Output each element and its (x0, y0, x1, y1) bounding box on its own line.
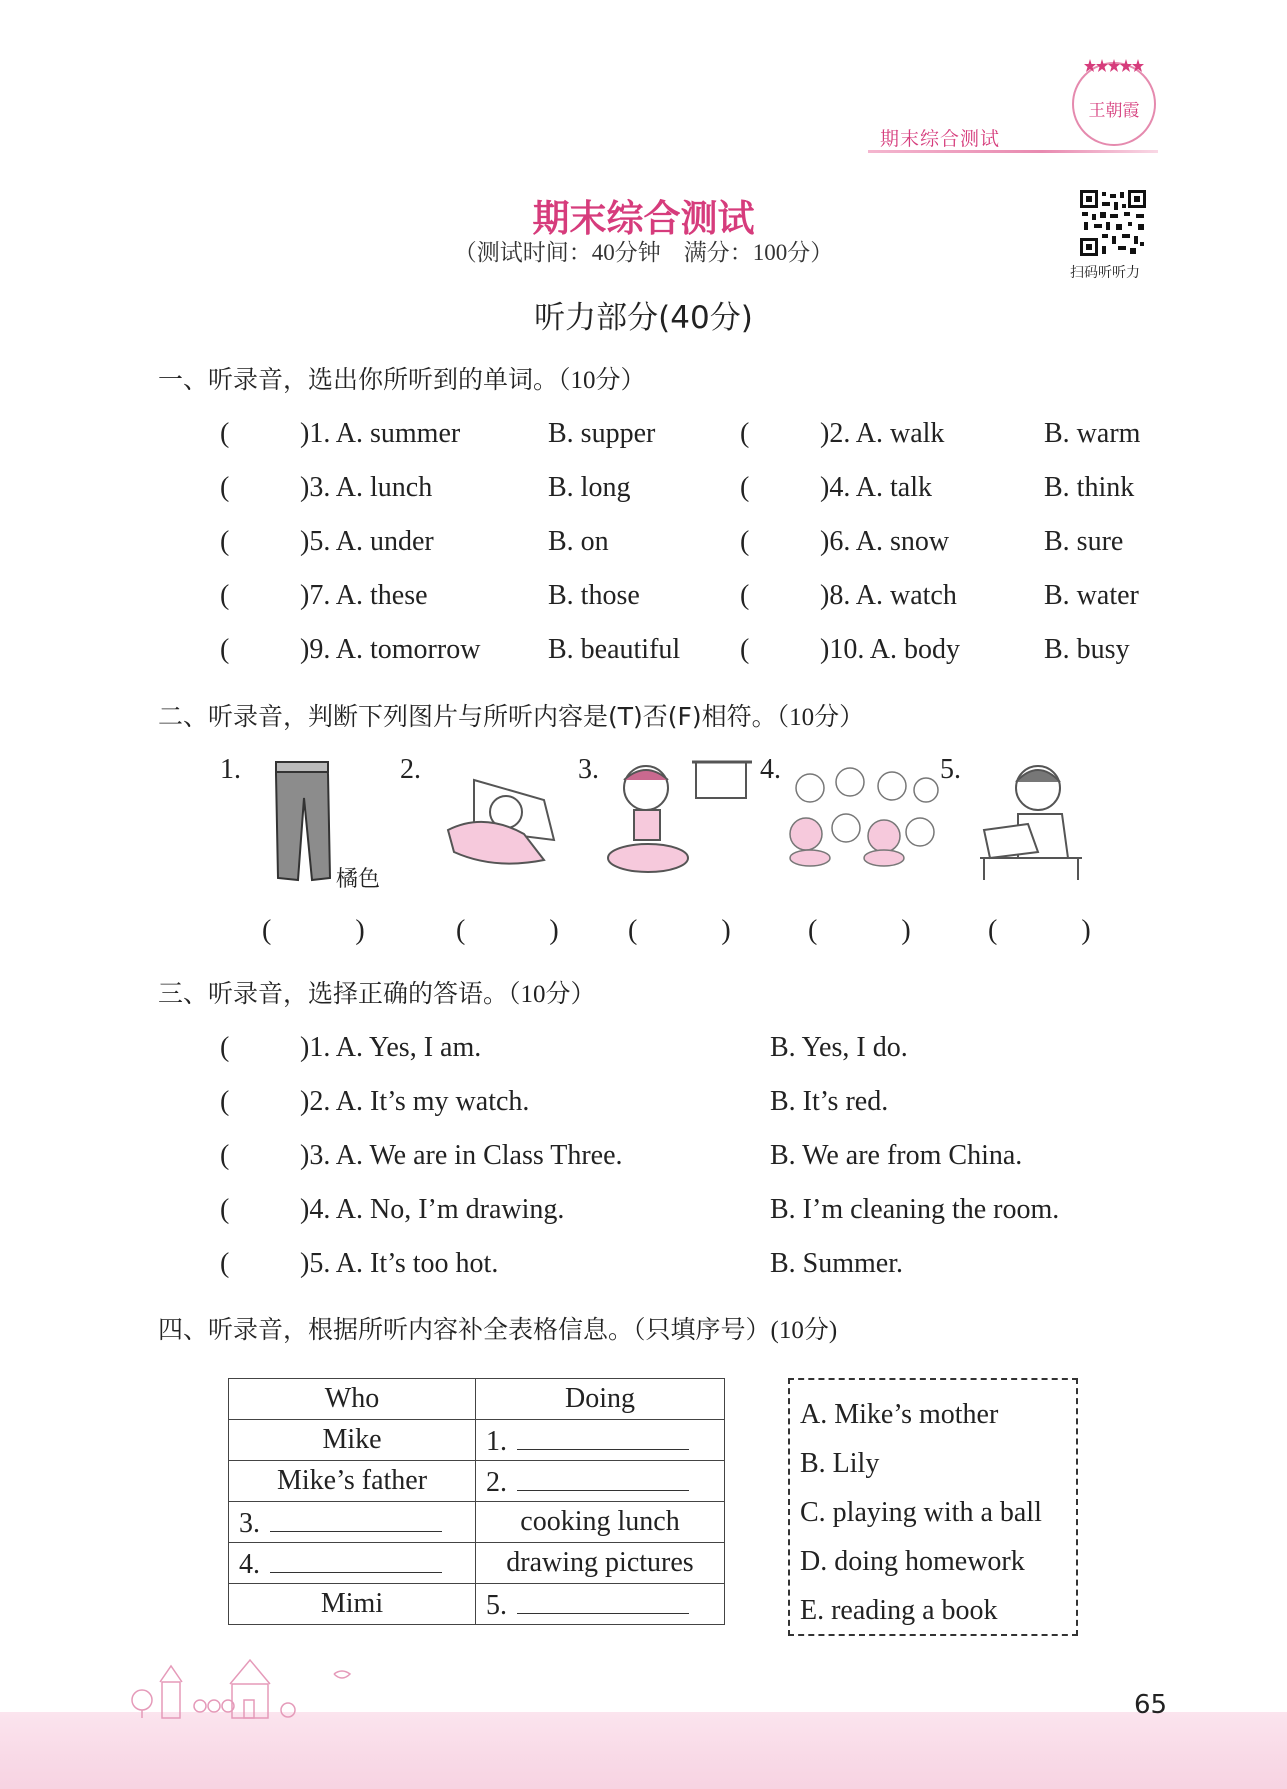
part4-points: （只填序号）(10分) (633, 1317, 838, 1344)
picture-answer-4[interactable]: ( ) (808, 915, 911, 946)
reply-option-b: B. We are from China. (770, 1140, 1023, 1171)
answer-paren[interactable]: ( (220, 1086, 230, 1117)
table-row (229, 1502, 725, 1543)
blank-number: 4. (239, 1548, 260, 1580)
picture-answer-3[interactable]: ( ) (628, 915, 731, 946)
table-header-row (229, 1379, 725, 1420)
answer-paren[interactable]: ( (220, 634, 230, 665)
reply-option-b: B. I’m cleaning the room. (770, 1194, 1060, 1225)
reply-option-a: )5. A. It’s too hot. (300, 1248, 499, 1279)
teddy-bears-picture (780, 758, 940, 868)
part3-heading (158, 974, 596, 1010)
picture1-color-note: 橘色 (336, 866, 381, 891)
blank-number: 1. (486, 1425, 507, 1457)
page-subtitle: （测试时间：40分钟 满分：100分） (453, 240, 834, 265)
word-option-a: )9. A. tomorrow (300, 634, 481, 665)
word-option-a: )5. A. under (300, 526, 434, 557)
word-option-b: B. water (1044, 580, 1139, 611)
table-row (229, 1584, 725, 1625)
table-cell-who: Mike (229, 1420, 476, 1461)
option-e: E. reading a book (800, 1595, 998, 1626)
part1-heading-text: 一、听录音，选出你所听到的单词。 (158, 365, 559, 394)
picture-answer-2[interactable]: ( ) (456, 915, 559, 946)
header-underline (868, 150, 1158, 153)
answer-paren[interactable]: ( (220, 1032, 230, 1063)
reply-option-b: B. Yes, I do. (770, 1032, 908, 1063)
part2-heading-text: 二、听录音，判断下列图片与所听内容是(T)否(F)相符。 (158, 702, 777, 731)
answer-blank[interactable] (270, 1505, 442, 1532)
trousers-picture (268, 758, 338, 888)
table-cell-who: Mike’s father (229, 1461, 476, 1502)
answer-paren[interactable]: ( (220, 1140, 230, 1171)
reply-option-a: )1. A. Yes, I am. (300, 1032, 482, 1063)
word-option-b: B. busy (1044, 634, 1130, 665)
word-option-b: B. long (548, 472, 631, 503)
part1-heading (158, 360, 646, 396)
reply-option-b: B. It’s red. (770, 1086, 889, 1117)
answer-blank[interactable] (517, 1423, 689, 1450)
word-option-b: B. supper (548, 418, 656, 449)
table-cell-who[interactable] (229, 1502, 476, 1543)
part3-points: （10分） (508, 981, 596, 1008)
options-box (788, 1378, 1078, 1636)
blank-number: 2. (486, 1466, 507, 1498)
table-cell-doing: cooking lunch (476, 1502, 725, 1543)
page-number: 65 (1134, 1690, 1168, 1720)
answer-paren[interactable]: ( (220, 1194, 230, 1225)
table-cell-who[interactable] (229, 1543, 476, 1584)
picture-label-3: 3. (578, 754, 599, 785)
blank-number: 3. (239, 1507, 260, 1539)
word-option-a: )6. A. snow (820, 526, 950, 557)
blank-number: 5. (486, 1589, 507, 1621)
word-option-a: )8. A. watch (820, 580, 957, 611)
word-option-b: B. those (548, 580, 640, 611)
answer-paren[interactable]: ( (220, 580, 230, 611)
reply-option-a: )2. A. It’s my watch. (300, 1086, 530, 1117)
answer-blank[interactable] (517, 1464, 689, 1491)
word-option-b: B. sure (1044, 526, 1124, 557)
page-title: 期末综合测试 (532, 197, 755, 240)
option-a: A. Mike’s mother (800, 1399, 999, 1430)
answer-paren[interactable]: ( (740, 634, 750, 665)
picture-label-2: 2. (400, 754, 421, 785)
footer-band (0, 1712, 1287, 1789)
answer-paren[interactable]: ( (740, 526, 750, 557)
answer-blank[interactable] (270, 1546, 442, 1573)
option-d: D. doing homework (800, 1546, 1025, 1577)
washing-face-picture (604, 758, 764, 878)
answer-paren[interactable]: ( (220, 1248, 230, 1279)
word-option-a: )7. A. these (300, 580, 428, 611)
answer-paren[interactable]: ( (220, 418, 230, 449)
answer-paren[interactable]: ( (220, 526, 230, 557)
word-option-a: )1. A. summer (300, 418, 461, 449)
part3-heading-text: 三、听录音，选择正确的答语。 (158, 979, 509, 1008)
part4-heading (158, 1310, 837, 1346)
picture-answer-1[interactable]: ( ) (262, 915, 365, 946)
answer-paren[interactable]: ( (740, 418, 750, 449)
table-header-doing: Doing (476, 1379, 725, 1420)
answer-paren[interactable]: ( (220, 472, 230, 503)
info-table (228, 1378, 725, 1625)
table-row (229, 1543, 725, 1584)
qr-caption: 扫码听听力 (1070, 265, 1140, 281)
logo-stars-icon (1084, 58, 1144, 74)
castle-decoration-icon (120, 1650, 460, 1720)
picture-label-1: 1. (220, 754, 241, 785)
header-label: 期末综合测试 (880, 128, 1001, 150)
part2-heading (158, 697, 864, 733)
table-header-who: Who (229, 1379, 476, 1420)
picture-answer-5[interactable]: ( ) (988, 915, 1091, 946)
word-option-a: )3. A. lunch (300, 472, 433, 503)
picture-label-5: 5. (940, 754, 961, 785)
table-cell-who: Mimi (229, 1584, 476, 1625)
reply-option-a: )3. A. We are in Class Three. (300, 1140, 623, 1171)
word-option-a: )2. A. walk (820, 418, 945, 449)
word-option-b: B. warm (1044, 418, 1141, 449)
sleeping-girl-picture (444, 760, 564, 870)
word-option-b: B. think (1044, 472, 1135, 503)
publisher-logo-text: 王朝霞 (1088, 101, 1140, 121)
table-cell-doing: drawing pictures (476, 1543, 725, 1584)
word-option-a: )4. A. talk (820, 472, 932, 503)
answer-paren[interactable]: ( (740, 472, 750, 503)
answer-blank[interactable] (517, 1587, 689, 1614)
boy-reading-picture (978, 758, 1088, 883)
answer-paren[interactable]: ( (740, 580, 750, 611)
part1-points: （10分） (558, 367, 646, 394)
table-row (229, 1420, 725, 1461)
picture-label-4: 4. (760, 754, 781, 785)
part2-points: （10分） (776, 704, 865, 731)
option-b: B. Lily (800, 1448, 880, 1479)
reply-option-b: B. Summer. (770, 1248, 904, 1279)
reply-option-a: )4. A. No, I’m drawing. (300, 1194, 565, 1225)
table-row (229, 1461, 725, 1502)
section-title: 听力部分(40分) (534, 300, 753, 336)
table-cell-doing[interactable] (476, 1584, 725, 1625)
table-cell-doing[interactable] (476, 1420, 725, 1461)
word-option-b: B. beautiful (548, 634, 681, 665)
option-c: C. playing with a ball (800, 1497, 1042, 1528)
word-option-b: B. on (548, 526, 609, 557)
word-option-a: )10. A. body (820, 634, 960, 665)
table-cell-doing[interactable] (476, 1461, 725, 1502)
part4-heading-text: 四、听录音，根据所听内容补全表格信息。 (158, 1315, 634, 1344)
